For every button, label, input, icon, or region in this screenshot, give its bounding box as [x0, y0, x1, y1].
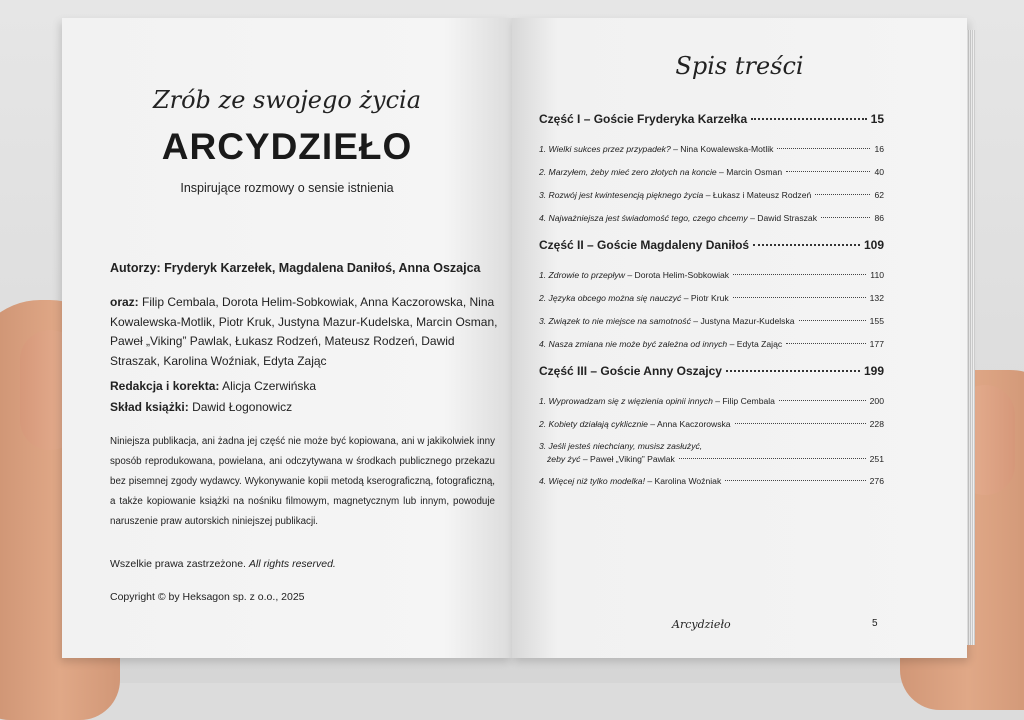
dot-leader: [733, 274, 866, 275]
dot-leader: [777, 148, 870, 149]
page-number: 5: [872, 618, 878, 629]
dot-leader: [751, 118, 867, 120]
toc-entry: [539, 165, 884, 180]
toc-entry-title: 4. Najważniejsza jest świadomość tego, czego chcemy: [539, 213, 748, 223]
toc-entry: [539, 291, 884, 306]
toc-entry-title: 4. Więcej niż tylko modelka!: [539, 476, 645, 486]
dot-leader: [821, 217, 870, 218]
toc-entry-author: – Edyta Zając: [727, 339, 783, 349]
toc-entry: [539, 268, 884, 283]
toc-entry: [539, 417, 884, 432]
dot-leader: [799, 320, 866, 321]
editing-label: Redakcja i korekta:: [110, 379, 220, 393]
coauthors-label: oraz:: [110, 295, 139, 309]
rights-pl: Wszelkie prawa zastrzeżone.: [110, 558, 246, 570]
toc-entry-title-line2: żeby żyć: [547, 454, 581, 464]
toc-entry-page: 228: [869, 419, 884, 429]
coauthors-list: Filip Cembala, Dorota Helim-Sobkowiak, Anna Kaczorowska, Nina Kowalewska-Motlik, Piotr Kruk, Justyna Mazur-Kudelska, Marcin Osman, Paweł „Viking” Pawlak, Łukasz Rodzeń, Mateusz Rodzeń, Dawid Straszak, Karolina Woźniak, Edyta Zając: [110, 295, 498, 368]
editing-value: Alicja Czerwińska: [222, 379, 317, 393]
typesetting-label: Skład książki:: [110, 400, 189, 414]
dot-leader: [725, 480, 865, 481]
toc-entry: [539, 337, 884, 352]
book-title: ARCYDZIEŁO: [161, 126, 413, 167]
toc-entry-author: – Anna Kaczorowska: [647, 419, 731, 429]
editing-credit: [110, 379, 316, 393]
toc-entry-page: 40: [874, 167, 884, 177]
typesetting-credit: [110, 400, 292, 414]
dot-leader: [735, 423, 866, 424]
dot-leader: [779, 400, 866, 401]
toc-part-3: [539, 364, 884, 386]
authors: Autorzy: Fryderyk Karzełek, Magdalena Daniłoś, Anna Oszajca: [110, 261, 481, 275]
toc-entry-title: 3. Związek to nie miejsce na samotność: [539, 316, 691, 326]
toc-entry: [539, 474, 884, 489]
toc-entry-title: 2. Języka obcego można się nauczyć: [539, 293, 682, 303]
toc-title: Spis treści: [675, 52, 804, 80]
toc-entry-title: 1. Wyprowadzam się z więzienia opinii innych: [539, 396, 713, 406]
toc-entry-title: 2. Kobiety działają cyklicznie: [539, 419, 648, 429]
toc-entry-page: 155: [869, 316, 884, 326]
toc-entry-author: – Justyna Mazur-Kudelska: [690, 316, 795, 326]
toc-part-title: Część III – Goście Anny Oszajcy: [539, 364, 722, 378]
rights-notice: [110, 558, 336, 570]
toc-entry-page: 132: [869, 293, 884, 303]
toc-entry-page: 16: [874, 144, 884, 154]
toc-part-page: 109: [863, 238, 884, 252]
toc-entry-author: – Dawid Straszak: [747, 213, 817, 223]
copyright: Copyright © by Heksagon sp. z o.o., 2025: [110, 591, 305, 603]
dot-leader: [815, 194, 870, 195]
toc-part-2: [539, 238, 884, 260]
toc-entry-author: – Nina Kowalewska-Motlik: [670, 144, 774, 154]
toc-entry: [539, 211, 884, 226]
toc-entry: [539, 440, 884, 466]
toc-entry-page: 251: [869, 454, 884, 464]
toc-part-title: Część I – Goście Fryderyka Karzełka: [539, 112, 748, 126]
dot-leader: [753, 244, 860, 246]
toc-part-1: [539, 112, 884, 134]
dot-leader: [679, 458, 866, 459]
toc-entry-page: 276: [869, 476, 884, 486]
toc-entry: [539, 188, 884, 203]
rights-en: All rights reserved.: [248, 558, 336, 570]
toc-part-page: 199: [863, 364, 884, 378]
right-page: [512, 18, 967, 658]
toc-entry-page: 110: [870, 270, 884, 280]
legal-notice: Niniejsza publikacja, ani żadna jej część nie może być kopiowana, ani w jakikolwiek inny sposób reprodukowana, powielana, ani odczytywana w środkach publicznego przekazu bez pisemnej zgody wydawcy. Wykonywanie kopii metodą kserograficzną, fotograficzną, a także kopiowanie książki na nośniku filmowym, magnetycznym lub innym, powoduje naruszenie praw autorskich niniejszej publikacji.: [110, 436, 495, 527]
toc-entry-page: 200: [869, 396, 884, 406]
dot-leader: [726, 370, 860, 372]
dot-leader: [733, 297, 866, 298]
toc-entry-title: 3. Rozwój jest kwintesencją pięknego życia: [539, 190, 704, 200]
book-subtitle-script: Zrób ze swojego życia: [152, 86, 422, 114]
running-footer-title: Arcydzieło: [672, 618, 731, 631]
toc-entry: [539, 314, 884, 329]
toc-entry-page: 177: [869, 339, 884, 349]
toc-entry-author: – Filip Cembala: [712, 396, 775, 406]
toc-entry-author: – Piotr Kruk: [681, 293, 729, 303]
toc-part-title: Część II – Goście Magdaleny Daniłoś: [539, 238, 750, 252]
coauthors: [110, 293, 500, 371]
left-page: [62, 18, 512, 658]
dot-leader: [786, 343, 866, 344]
toc-entry-title: 1. Wielki sukces przez przypadek?: [539, 144, 671, 154]
toc-entry-author: – Łukasz i Mateusz Rodzeń: [703, 190, 812, 200]
typesetting-value: Dawid Łogonowicz: [192, 400, 293, 414]
toc-entry-author: – Dorota Helim-Sobkowiak: [624, 270, 730, 280]
toc-entry-author: – Marcin Osman: [716, 167, 783, 177]
table-of-contents: [539, 112, 884, 489]
toc-entry-author: – Paweł „Viking” Pawlak: [580, 454, 675, 464]
toc-entry-title-line1: 3. Jeśli jesteś niechciany, musisz zasłużyć,: [539, 441, 703, 451]
toc-entry-author: – Karolina Woźniak: [644, 476, 722, 486]
toc-entry-page: 86: [874, 213, 884, 223]
dot-leader: [786, 171, 870, 172]
toc-entry: [539, 394, 884, 409]
toc-part-page: 15: [870, 112, 884, 126]
toc-entry-page: 62: [874, 190, 884, 200]
toc-entry: [539, 142, 884, 157]
toc-entry-title: 1. Zdrowie to przepływ: [539, 270, 625, 280]
book-tagline: Inspirujące rozmowy o sensie istnienia: [180, 181, 394, 195]
toc-entry-title: 2. Marzyłem, żeby mieć zero złotych na koncie: [539, 167, 717, 177]
toc-entry-title: 4. Nasza zmiana nie może być zależna od innych: [539, 339, 728, 349]
